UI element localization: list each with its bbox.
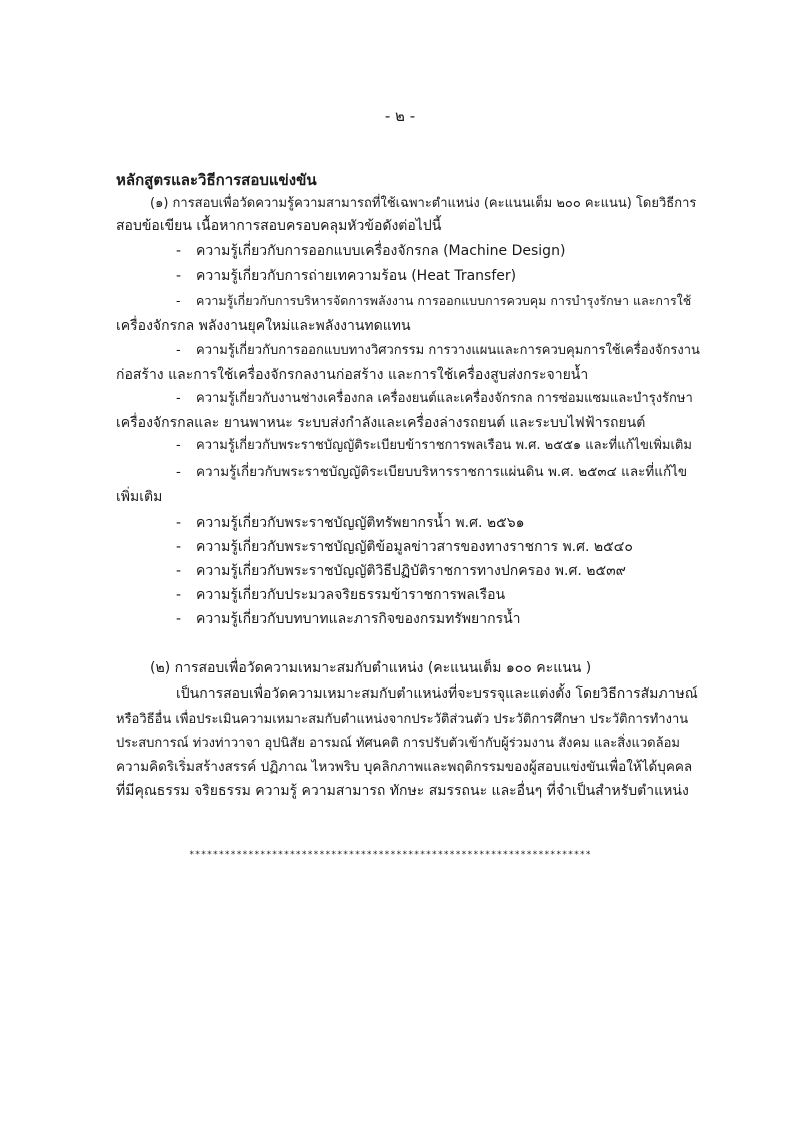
section2-paragraph-line: ประสบการณ์ ท่วงท่าวาจา อุปนิสัย อารมณ์ ทัศนคติ การปรับตัวเข้ากับผู้ร่วมงาน สังคม และสิ่งแวดล้อม — [116, 736, 680, 751]
section2-title: (๒) การสอบเพื่อวัดความเหมาะสมกับตำแหน่ง (คะแนนเต็ม ๑๐๐ คะแนน ) — [150, 660, 592, 676]
bullet-dash: - — [176, 515, 182, 531]
list-item-text: ความรู้เกี่ยวกับพระราชบัญญัติทรัพยากรน้ำ พ.ศ. ๒๕๖๑ — [196, 515, 525, 531]
bullet-dash: - — [176, 438, 181, 453]
list-item-text: ความรู้เกี่ยวกับพระราชบัญญัติวิธีปฏิบัติราชการทางปกครอง พ.ศ. ๒๕๓๙ — [196, 563, 626, 579]
list-item — [176, 537, 633, 557]
list-item-text: ความรู้เกี่ยวกับงานช่างเครื่องกล เครื่องยนต์และเครื่องจักรกล การซ่อมแซมและบำรุงรักษา — [196, 391, 693, 406]
list-item — [176, 266, 516, 286]
list-item-text: ความรู้เกี่ยวกับการถ่ายเทความร้อน (Heat Transfer) — [196, 268, 517, 284]
list-item-text: ความรู้เกี่ยวกับประมวลจริยธรรมข้าราชการพลเรือน — [196, 587, 506, 603]
section2-paragraph-line: ที่มีคุณธรรม จริยธรรม ความรู้ ความสามารถ ทักษะ สมรรถนะ และอื่นๆ ที่จำเป็นสำหรับตำแหน่ง — [116, 783, 689, 799]
list-item-text: ความรู้เกี่ยวกับการออกแบบเครื่องจักรกล (Machine Design) — [196, 243, 566, 259]
section1-intro-line1: (๑) การสอบเพื่อวัดความรู้ความสามารถที่ใช้เฉพาะตำแหน่ง (คะแนนเต็ม ๒๐๐ คะแนน) โดยวิธีการ — [150, 196, 697, 211]
bullet-dash: - — [176, 587, 182, 603]
document-heading: หลักสูตรและวิธีการสอบแข่งขัน — [116, 171, 317, 189]
bullet-dash: - — [176, 611, 182, 627]
list-item — [176, 585, 505, 605]
bullet-dash: - — [176, 539, 182, 555]
bullet-dash: - — [176, 243, 182, 259]
section1-intro-line2: สอบข้อเขียน เนื้อหาการสอบครอบคลุมหัวข้อดังต่อไปนี้ — [116, 218, 442, 234]
list-item — [176, 561, 626, 581]
list-item — [176, 341, 700, 361]
list-item-continuation: เครื่องจักรกลและ ยานพาหนะ ระบบส่งกำลังและเครื่องล่างรถยนต์ และระบบไฟฟ้ารถยนต์ — [116, 415, 646, 431]
list-item-continuation: เพิ่มเติม — [116, 489, 163, 505]
bullet-dash: - — [176, 391, 181, 406]
section2-paragraph-line: เป็นการสอบเพื่อวัดความเหมาะสมกับตำแหน่งที่จะบรรจุและแต่งตั้ง โดยวิธีการสัมภาษณ์ — [176, 686, 698, 702]
list-item — [176, 389, 693, 409]
bullet-dash: - — [176, 293, 181, 308]
list-item — [176, 462, 687, 482]
asterisk-separator: ******************************************************************** — [189, 850, 592, 860]
list-item-text: ความรู้เกี่ยวกับการบริหารจัดการพลังงาน การออกแบบการควบคุม การบำรุงรักษา และการใช้ — [196, 293, 692, 308]
page-number: - ๒ - — [384, 107, 416, 125]
list-item-continuation: ก่อสร้าง และการใช้เครื่องจักรกลงานก่อสร้าง และการใช้เครื่องสูบส่งกระจายน้ำ — [116, 367, 589, 383]
list-item-text: ความรู้เกี่ยวกับพระราชบัญญัติข้อมูลข่าวสารของทางราชการ พ.ศ. ๒๕๔๐ — [196, 539, 633, 555]
list-item — [176, 436, 692, 456]
bullet-dash: - — [176, 343, 181, 358]
bullet-dash: - — [176, 464, 181, 480]
section2-paragraph-line: ความคิดริเริ่มสร้างสรรค์ ปฏิภาณ ไหวพริบ บุคลิกภาพและพฤติกรรมของผู้สอบแข่งขันเพื่อให้ได้บุคคล — [116, 759, 693, 775]
list-item-text: ความรู้เกี่ยวกับพระราชบัญญัติระเบียบบริหารราชการแผ่นดิน พ.ศ. ๒๕๓๔ และที่แก้ไข — [196, 464, 688, 480]
list-item-text: ความรู้เกี่ยวกับการออกแบบทางวิศวกรรม การวางแผนและการควบคุมการใช้เครื่องจักรงาน — [196, 343, 700, 358]
list-item — [176, 609, 521, 629]
list-item — [176, 241, 565, 261]
bullet-dash: - — [176, 268, 182, 284]
list-item-text: ความรู้เกี่ยวกับพระราชบัญญัติระเบียบข้าราชการพลเรือน พ.ศ. ๒๕๕๑ และที่แก้ไขเพิ่มเติม — [196, 438, 692, 453]
list-item — [176, 291, 691, 311]
list-item-text: ความรู้เกี่ยวกับบทบาทและภารกิจของกรมทรัพยากรน้ำ — [196, 611, 521, 627]
list-item — [176, 513, 525, 533]
section2-paragraph-line: หรือวิธีอื่น เพื่อประเมินความเหมาะสมกับตำแหน่งจากประวัติส่วนตัว ประวัติการศึกษา ประวัติการทำงาน — [116, 712, 689, 727]
bullet-dash: - — [176, 563, 182, 579]
list-item-continuation: เครื่องจักรกล พลังงานยุคใหม่และพลังงานทดแทน — [116, 318, 411, 334]
